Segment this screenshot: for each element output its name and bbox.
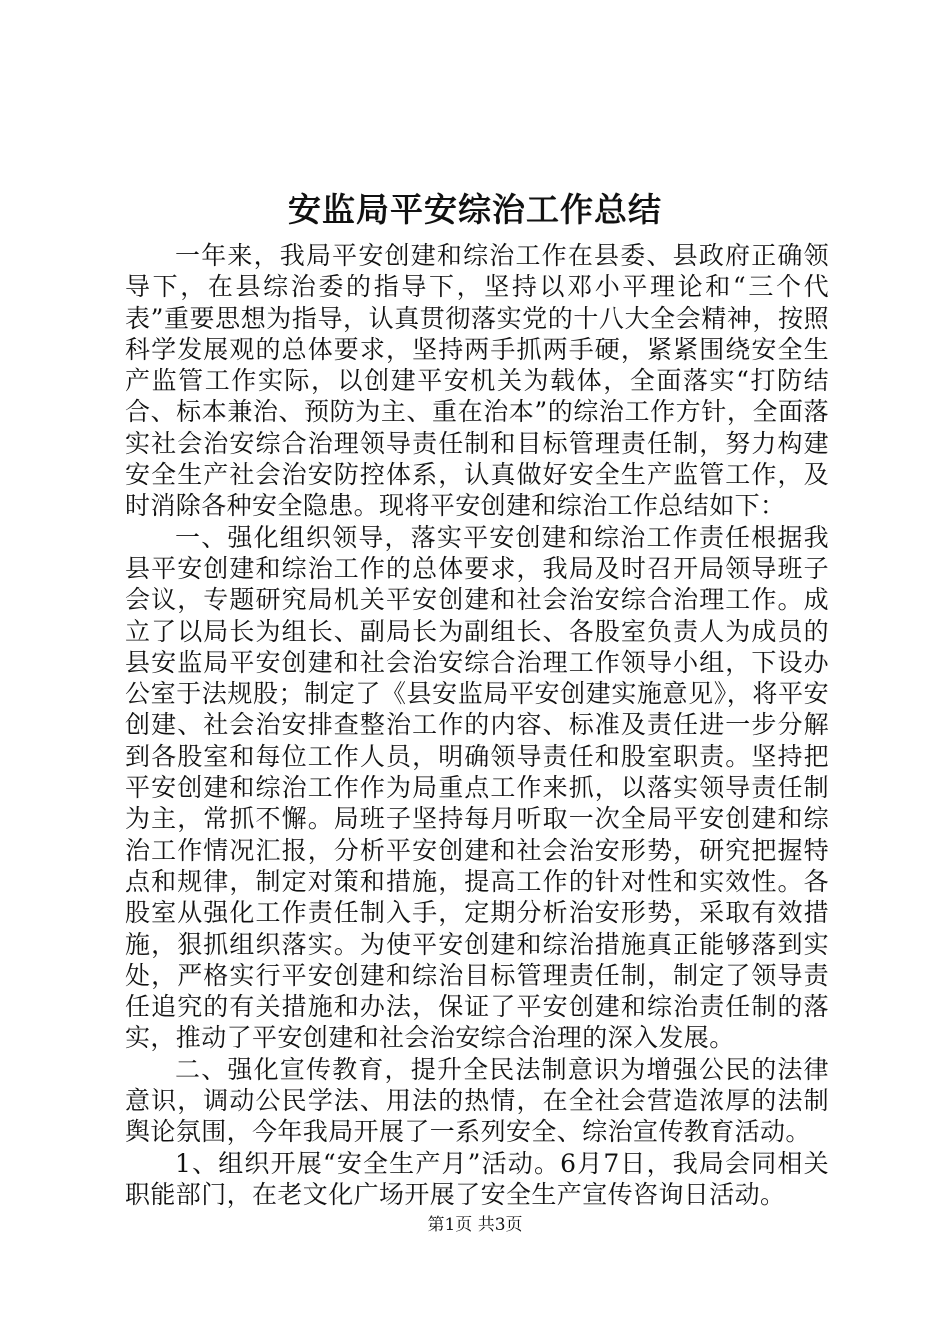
paragraph: 一年来，我局平安创建和综治工作在县委、县政府正确领导下，在县综治委的指导下，坚持以邓小平理论和“三个代表”重要思想为指导，认真贯彻落实党的十八大全会精神，按照科学发展观的总体要求，坚持两手抓两手硬，紧紧围绕安全生产监管工作实际，以创建平安机关为载体，全面落实“打防结合、标本兼治、预防为主、重在治本”的综治工作方针，全面落实社会治安综合治理领导责任制和目标管理责任制，努力构建安全生产社会治安防控体系，认真做好安全生产监管工作，及时消除各种安全隐患。现将平安创建和综治工作总结如下： <box>125 241 829 521</box>
document-body <box>125 240 829 1210</box>
paragraph: 二、强化宣传教育，提升全民法制意识为增强公民的法律意识，调动公民学法、用法的热情，在全社会营造浓厚的法制舆论氛围，今年我局开展了一系列安全、综治宣传教育活动。 <box>125 1054 829 1147</box>
document-title: 安监局平安综治工作总结 <box>288 190 662 229</box>
paragraph: 1、组织开展“安全生产月”活动。6月7日，我局会同相关职能部门，在老文化广场开展了安全生产宣传咨询日活动。 <box>125 1148 829 1209</box>
page-footer: 第1页 共3页 <box>427 1215 523 1235</box>
paragraph: 一、强化组织领导，落实平安创建和综治工作责任根据我县平安创建和综治工作的总体要求，我局及时召开局领导班子会议，专题研究局机关平安创建和社会治安综合治理工作。成立了以局长为组长、副局长为副组长、各股室负责人为成员的县安监局平安创建和社会治安综合治理工作领导小组，下设办公室于法规股；制定了《县安监局平安创建实施意见》，将平安创建、社会治安排查整治工作的内容、标准及责任进一步分解到各股室和每位工作人员，明确领导责任和股室职责。坚持把平安创建和综治工作作为局重点工作来抓，以落实领导责任制为主，常抓不懈。局班子坚持每月听取一次全局平安创建和综治工作情况汇报，分析平安创建和社会治安形势，研究把握特点和规律，制定对策和措施，提高工作的针对性和实效性。各股室从强化工作责任制入手，定期分析治安形势，采取有效措施，狠抓组织落实。为使平安创建和综治措施真正能够落到实处，严格实行平安创建和综治目标管理责任制，制定了领导责任追究的有关措施和办法，保证了平安创建和综治责任制的落实，推动了平安创建和社会治安综合治理的深入发展。 <box>125 522 829 1053</box>
